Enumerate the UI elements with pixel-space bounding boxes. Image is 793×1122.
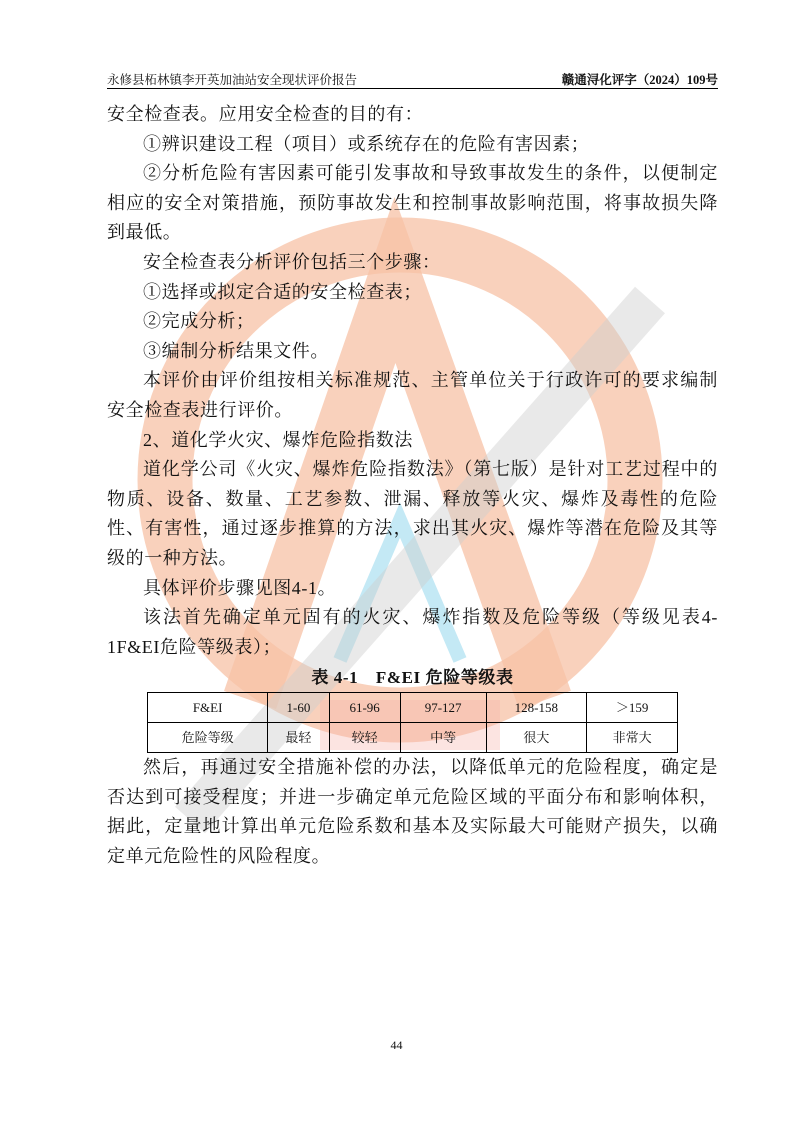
paragraph: 具体评价步骤见图4-1。 <box>143 577 337 598</box>
paragraph: ②分析危险有害因素可能引发事故和导致事故发生的条件，以便制定相应的安全对策措施，预防事故发生和控制事故影响范围，将事故损失降到最低。 <box>107 163 718 243</box>
table-cell: F&EI <box>148 693 268 723</box>
report-title: 永修县柘林镇李开英加油站安全现状评价报告 <box>107 73 358 87</box>
paragraph: 道化学公司《火灾、爆炸危险指数法》（第七版）是针对工艺过程中的物质、设备、数量、工艺参数、泄漏、释放等火灾、爆炸及毒性的危险性、有害性，通过逐步推算的方法，求出其火灾、爆炸等潜在危险及其等级的一种方法。 <box>107 459 718 568</box>
document-number: 赣通浔化评字（2024）109号 <box>561 73 718 87</box>
table-cell: 中等 <box>400 723 486 753</box>
paragraph: ①辨识建设工程（项目）或系统存在的危险有害因素； <box>143 133 590 154</box>
paragraph: 该法首先确定单元固有的火灾、爆炸指数及危险等级（等级见表4-1F&EI危险等级表）； <box>107 607 718 657</box>
table-cell: ＞159 <box>587 693 678 723</box>
table-row <box>148 723 678 753</box>
table-cell: 危险等级 <box>148 723 268 753</box>
table-cell: 97-127 <box>400 693 486 723</box>
paragraph: ②完成分析； <box>143 311 255 332</box>
paragraph: ③编制分析结果文件。 <box>143 340 329 361</box>
fei-hazard-table <box>147 692 678 753</box>
page-header <box>107 68 718 89</box>
table-cell: 非常大 <box>587 723 678 753</box>
paragraph: 本评价由评价组按相关标准规范、主管单位关于行政许可的要求编制安全检查表进行评价。 <box>107 370 718 420</box>
paragraph: 安全检查表。应用安全检查的目的有： <box>107 104 424 124</box>
table-cell: 1-60 <box>268 693 329 723</box>
paragraph: 安全检查表分析评价包括三个步骤： <box>143 251 441 272</box>
paragraph: 然后，再通过安全措施补偿的办法，以降低单元的危险程度，确定是否达到可接受程度；并进一步确定单元危险区域的平面分布和影响体积，据此，定量地计算出单元危险系数和基本及实际最大可能财产损失，以确定单元危险性的风险程度。 <box>107 757 718 867</box>
table-cell: 128-158 <box>486 693 587 723</box>
table-row <box>148 693 678 723</box>
table-caption: 表 4-1 F&EI 危险等级表 <box>311 668 514 688</box>
table-cell: 较轻 <box>329 723 400 753</box>
table-cell: 最轻 <box>268 723 329 753</box>
paragraph: ①选择或拟定合适的安全检查表； <box>143 281 422 302</box>
table-cell: 很大 <box>486 723 587 753</box>
body-text <box>107 100 718 872</box>
page-number: 44 <box>390 1038 403 1052</box>
section-heading: 2、道化学火灾、爆炸危险指数法 <box>143 429 413 450</box>
table-cell: 61-96 <box>329 693 400 723</box>
